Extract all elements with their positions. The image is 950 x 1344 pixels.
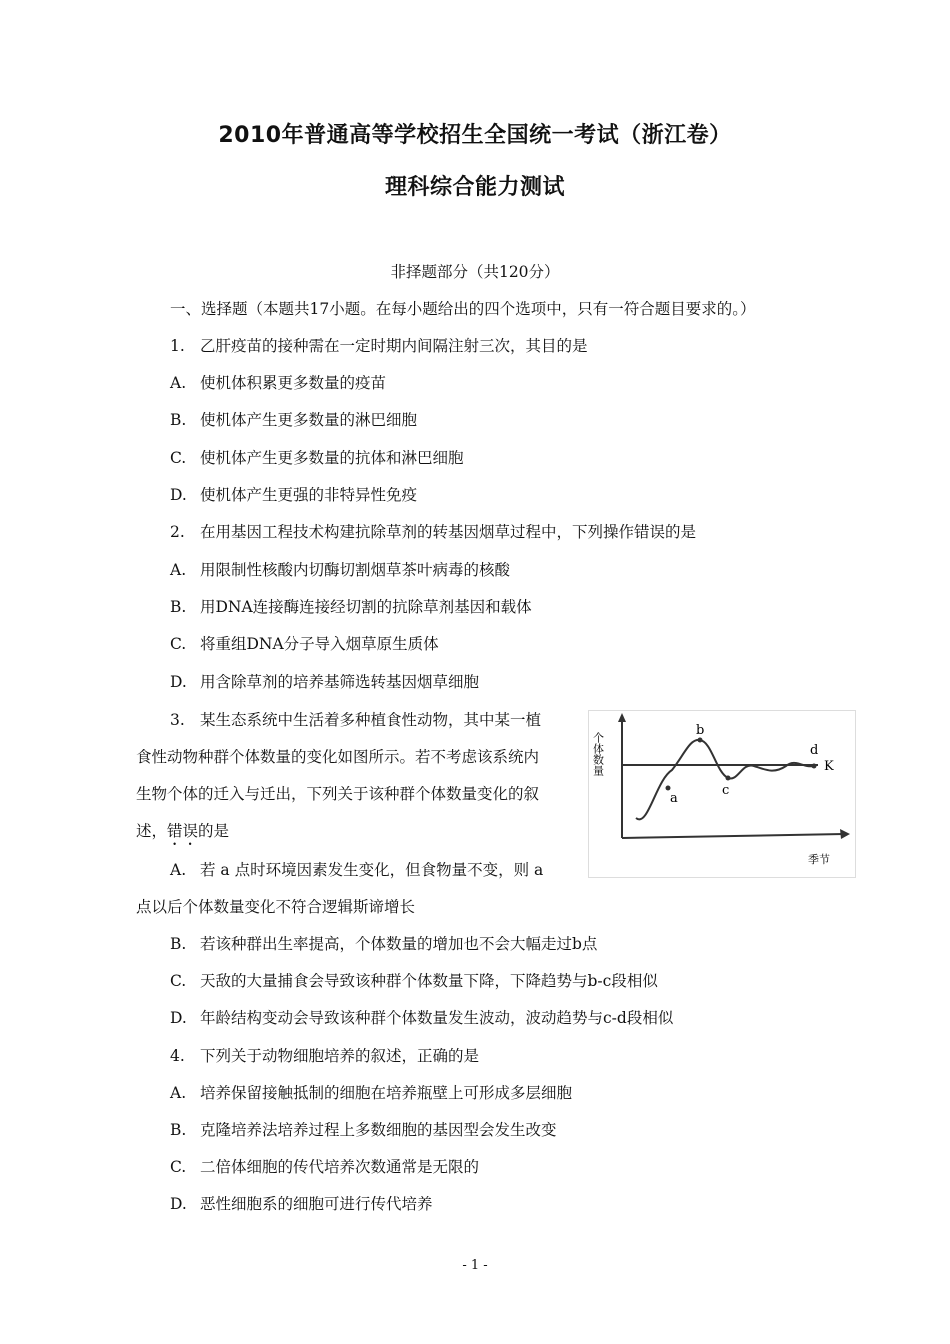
point-a-marker	[666, 786, 671, 791]
option-4c: C. 二倍体细胞的传代培养次数通常是无限的	[170, 1158, 480, 1176]
k-label: K	[824, 759, 834, 774]
option-3c: C. 天敌的大量捕食会导致该种群个体数量下降，下降趋势与b-c段相似	[170, 972, 658, 990]
question-number: 4.	[170, 1047, 185, 1065]
option-3a: A. 若 a 点时环境因素发生变化，但食物量不变，则 a	[170, 861, 544, 879]
option-2d: D. 用含除草剂的培养基筛选转基因烟草细胞	[170, 673, 480, 691]
page-number: - 1 -	[462, 1258, 488, 1273]
point-a-label: a	[670, 791, 678, 806]
question-1	[170, 336, 588, 356]
point-b-label: b	[696, 723, 705, 738]
question-stem: 乙肝疫苗的接种需在一定时期内间隔注射三次，其目的是	[200, 337, 588, 355]
population-figure	[588, 710, 856, 878]
option-4b: B. 克隆培养法培养过程上多数细胞的基因型会发生改变	[170, 1121, 557, 1139]
point-d-marker	[812, 764, 817, 769]
question-stem-line: 某生态系统中生活着多种植食性动物，其中某一植	[200, 711, 542, 729]
option-1b: B. 使机体产生更多数量的淋巴细胞	[170, 411, 418, 429]
question-3-line-4: 述，错误的是	[136, 822, 230, 840]
question-number: 2.	[170, 523, 185, 541]
exam-subtitle: 理科综合能力测试	[384, 175, 565, 200]
option-3b: B. 若该种群出生率提高，个体数量的增加也不会大幅走过b点	[170, 935, 598, 953]
point-c-label: c	[722, 783, 730, 798]
option-3a-cont: 点以后个体数量变化不符合逻辑斯谛增长	[136, 898, 416, 916]
question-number: 3.	[170, 711, 185, 729]
x-axis-label: 季节	[808, 853, 830, 866]
exam-title: 2010年普通高等学校招生全国统一考试（浙江卷）	[218, 123, 732, 148]
option-2c: C. 将重组DNA分子导入烟草原生质体	[170, 635, 439, 653]
y-axis-label: 个体数量	[591, 732, 605, 776]
point-d-label: d	[810, 743, 819, 758]
question-number: 1.	[170, 337, 185, 355]
point-c-marker	[726, 776, 731, 781]
question-3-line-2: 食性动物种群个体数量的变化如图所示。若不考虑该系统内	[136, 748, 540, 766]
section-heading: 非择题部分（共120分）	[390, 263, 560, 281]
option-2b: B. 用DNA连接酶连接经切割的抗除草剂基因和载体	[170, 598, 532, 616]
question-4	[170, 1046, 479, 1066]
option-1c: C. 使机体产生更多数量的抗体和淋巴细胞	[170, 449, 464, 467]
option-2a: A. 用限制性核酸内切酶切割烟草茶叶病毒的核酸	[170, 561, 511, 579]
question-3-line-3: 生物个体的迁入与迁出，下列关于该种群个体数量变化的叙	[136, 785, 540, 803]
option-1a: A. 使机体积累更多数量的疫苗	[170, 374, 387, 392]
part-heading: 一、选择题（本题共17小题。在每小题给出的四个选项中，只有一符合题目要求的。）	[170, 300, 756, 318]
option-1d: D. 使机体产生更强的非特异性免疫	[170, 486, 418, 504]
option-3d: D. 年龄结构变动会导致该种群个体数量发生波动，波动趋势与c-d段相似	[170, 1009, 674, 1027]
point-b-marker	[698, 738, 703, 743]
option-4a: A. 培养保留接触抵制的细胞在培养瓶壁上可形成多层细胞	[170, 1084, 573, 1102]
question-stem: 下列关于动物细胞培养的叙述，正确的是	[200, 1047, 480, 1065]
option-4d: D. 恶性细胞系的细胞可进行传代培养	[170, 1195, 433, 1213]
question-3	[170, 710, 541, 730]
question-stem: 在用基因工程技术构建抗除草剂的转基因烟草过程中，下列操作错误的是	[200, 523, 697, 541]
emphasis-text: 错误	[167, 822, 199, 840]
question-2	[170, 522, 696, 542]
